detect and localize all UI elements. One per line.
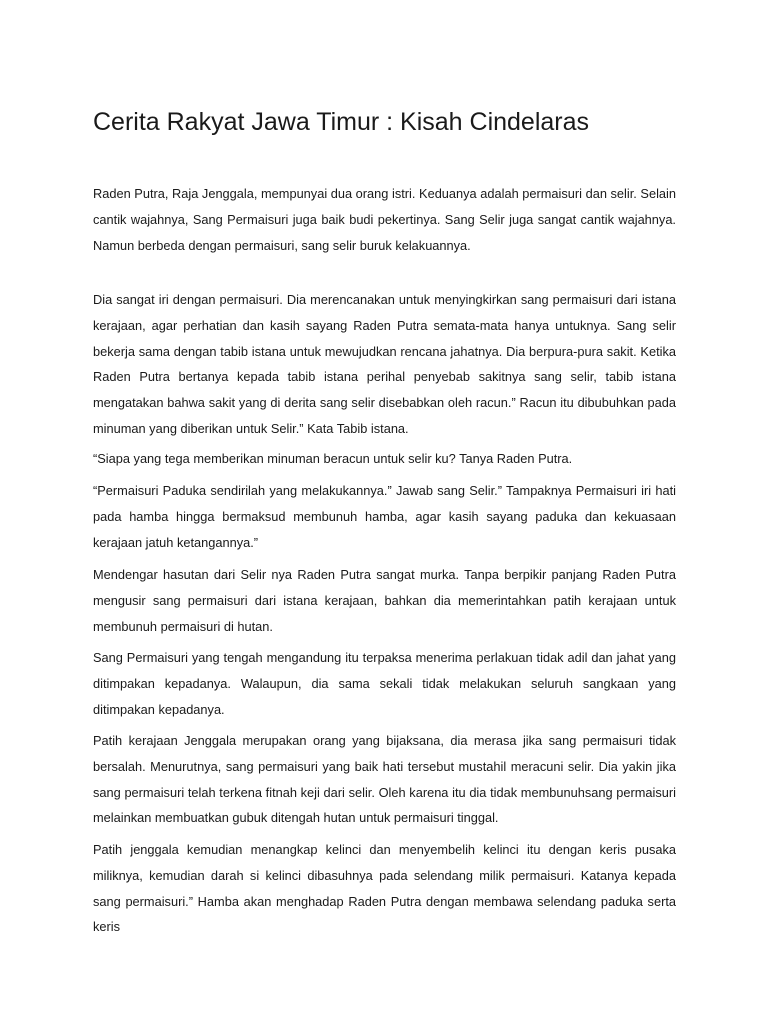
paragraph-8: Patih jenggala kemudian menangkap kelinci dan menyembelih kelinci itu dengan keris pusaka miliknya, kemudian darah si kelinci dibasuhnya pada selendang milik permaisuri. Katanya kepada sang permaisuri.” Hamba akan menghadap Raden Putra dengan membawa selendang paduka serta keris bbox=[93, 842, 676, 935]
paragraph-7: Patih kerajaan Jenggala merupakan orang yang bijaksana, dia merasa jika sang permaisuri tidak bersalah. Menurutnya, sang permaisuri yang baik hati tersebut mustahil meracuni selir. Dia yakin jika sang permaisuri telah terkena fitnah keji dari selir. Oleh karena itu dia tidak membunuhsang permaisuri melainkan membuatkan gubuk ditengah hutan untuk permaisuri tinggal. bbox=[93, 733, 676, 826]
paragraph-3: “Siapa yang tega memberikan minuman beracun untuk selir ku? Tanya Raden Putra. bbox=[93, 451, 573, 466]
paragraph-6: Sang Permaisuri yang tengah mengandung itu terpaksa menerima perlakuan tidak adil dan jahat yang ditimpakan kepadanya. Walaupun, dia sama sekali tidak melakukan seluruh sangkaan yang ditimpakan kepadanya. bbox=[93, 650, 676, 717]
paragraph-4: “Permaisuri Paduka sendirilah yang melakukannya.” Jawab sang Selir.” Tampaknya Permaisuri iri hati pada hamba hingga bermaksud membunuh hamba, agar kasih sayang paduka dan kekuasaan kerajaan jatuh ketangannya.” bbox=[93, 483, 676, 550]
document-title: Cerita Rakyat Jawa Timur : Kisah Cindelaras bbox=[93, 108, 590, 136]
paragraph-2: Dia sangat iri dengan permaisuri. Dia merencanakan untuk menyingkirkan sang permaisuri dari istana kerajaan, agar perhatian dan kasih sayang Raden Putra semata-mata hanya untuknya. Sang selir bekerja sama dengan tabib istana untuk mewujudkan rencana jahatnya. Dia berpura-pura sakit. Ketika Raden Putra bertanya kepada tabib istana perihal penyebab sakitnya sang selir, tabib istana mengatakan bahwa sakit yang di derita sang selir disebabkan oleh racun.” Racun itu dibubuhkan pada minuman yang diberikan untuk Selir.” Kata Tabib istana. bbox=[93, 292, 676, 436]
paragraph-1: Raden Putra, Raja Jenggala, mempunyai dua orang istri. Keduanya adalah permaisuri dan selir. Selain cantik wajahnya, Sang Permaisuri juga baik budi pekertinya. Sang Selir juga sangat cantik wajahnya. Namun berbeda dengan permaisuri, sang selir buruk kelakuannya. bbox=[93, 186, 676, 253]
paragraph-5: Mendengar hasutan dari Selir nya Raden Putra sangat murka. Tanpa berpikir panjang Raden Putra mengusir sang permaisuri dari istana kerajaan, bahkan dia memerintahkan patih kerajaan untuk membunuh permaisuri di hutan. bbox=[93, 567, 676, 634]
